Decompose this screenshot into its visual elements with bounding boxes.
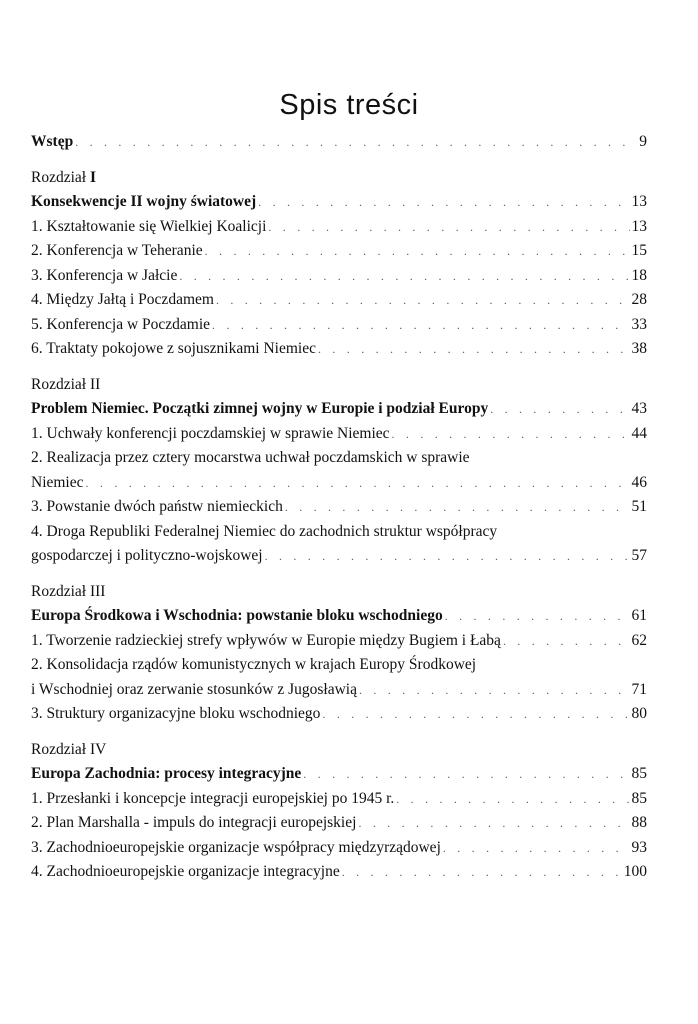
toc-entry-label: 6. Traktaty pokojowe z sojusznikami Niemiec (31, 340, 316, 357)
dot-leader (490, 397, 629, 422)
toc-entry-page: 15 (631, 242, 647, 259)
chapter-title: Konsekwencje II wojny światowej (31, 193, 257, 210)
toc-entry-line: 2. Realizacja przez cztery mocarstwa uchwał poczdamskich w sprawie (31, 449, 470, 466)
toc-entry-label: 1. Kształtowanie się Wielkiej Koalicji (31, 217, 267, 235)
chapter-word: Rozdział (31, 740, 87, 758)
toc-entry (31, 678, 647, 703)
toc-entry-page: 71 (631, 680, 647, 698)
toc-entry (31, 337, 647, 362)
toc-entry (31, 629, 647, 654)
page-title: Spis treści (279, 89, 419, 122)
chapter-number: I (89, 168, 97, 186)
dot-leader (318, 337, 630, 362)
toc-entry (31, 702, 647, 727)
chapter-title: Europa Środkowa i Wschodnia: powstanie bloku wschodniego (31, 607, 443, 624)
toc-entry-label: Wstęp (31, 133, 74, 150)
toc-entry-label: 1. Przesłanki i koncepcje integracji europejskiej po 1945 r. (31, 789, 395, 807)
chapter-title-entry (31, 190, 647, 215)
toc-entry (31, 288, 647, 313)
toc-entry-page: 62 (631, 631, 647, 649)
chapter-section (31, 738, 647, 885)
toc-entry (31, 215, 647, 240)
dot-leader (268, 215, 629, 240)
toc-entry-label: 3. Struktury organizacyjne bloku wschodniego (31, 705, 321, 722)
toc-entry (31, 239, 647, 264)
toc-entry-page: 9 (639, 133, 647, 150)
toc-entry (31, 264, 647, 289)
dot-leader (205, 239, 630, 264)
toc-entry-page: 88 (631, 814, 647, 831)
dot-leader (179, 264, 629, 289)
dot-leader (216, 288, 630, 313)
toc-entry-intro (31, 130, 647, 155)
toc-entry-page: 38 (631, 340, 647, 357)
dot-leader (265, 544, 630, 569)
toc-entry-page: 46 (631, 473, 647, 491)
toc-entry (31, 313, 647, 338)
chapter-label (31, 166, 647, 191)
dot-leader (392, 422, 630, 447)
toc-entry-label: 4. Między Jałtą i Poczdamem (31, 291, 214, 308)
toc-entry-page: 85 (631, 789, 647, 807)
toc-entry-label: Niemiec (31, 473, 84, 491)
dot-leader (359, 678, 630, 703)
chapter-title-entry (31, 762, 647, 787)
toc-entry-label: 2. Konferencja w Teheranie (31, 242, 203, 259)
chapter-number: III (89, 582, 106, 600)
chapter-section (31, 580, 647, 727)
toc-entry-multiline (31, 520, 647, 569)
dot-leader (285, 495, 630, 520)
chapter-title-entry (31, 604, 647, 629)
chapter-number: II (89, 375, 101, 393)
toc-entry-page: 13 (631, 193, 647, 210)
dot-leader (258, 190, 629, 215)
chapter-word: Rozdział (31, 168, 87, 186)
chapter-label (31, 373, 647, 398)
toc-entry-line: 4. Droga Republiki Federalnej Niemiec do zachodnich struktur współpracy (31, 522, 498, 540)
dot-leader (303, 762, 629, 787)
toc-entry-line: 2. Konsolidacja rządów komunistycznych w krajach Europy Środkowej (31, 656, 477, 673)
toc-entry-page: 100 (623, 863, 647, 880)
toc-entry-page: 61 (631, 607, 647, 624)
toc-entry-label: 4. Zachodnioeuropejskie organizacje integracyjne (31, 863, 340, 880)
dot-leader (322, 702, 629, 727)
chapter-number: IV (89, 740, 107, 758)
dot-leader (445, 604, 630, 629)
chapter-title: Europa Zachodnia: procesy integracyjne (31, 765, 302, 782)
toc-entry-label: i Wschodniej oraz zerwanie stosunków z Jugosławią (31, 680, 357, 698)
dot-leader (75, 130, 637, 155)
toc-entry-page: 43 (631, 400, 647, 417)
chapter-title-entry (31, 397, 647, 422)
chapter-section (31, 166, 647, 362)
toc-entry (31, 811, 647, 836)
toc-entry-page: 80 (631, 705, 647, 722)
toc-entry-page: 44 (631, 424, 647, 442)
toc-entry-label: 3. Zachodnioeuropejskie organizacje współpracy międzyrządowej (31, 838, 441, 856)
toc-entry-label: 5. Konferencja w Poczdamie (31, 315, 211, 333)
toc-entry-label: 1. Tworzenie radzieckiej strefy wpływów w Europie między Bugiem i Łabą (31, 631, 501, 649)
toc-entry-page: 93 (631, 838, 647, 856)
toc-entry-page: 18 (631, 266, 647, 284)
chapter-section (31, 373, 647, 569)
toc-entry-label: 1. Uchwały konferencji poczdamskiej w sprawie Niemiec (31, 424, 390, 442)
toc-entry-page: 33 (631, 315, 647, 333)
toc-entry (31, 860, 647, 885)
dot-leader (342, 860, 622, 885)
toc-entry-page: 57 (631, 547, 647, 564)
toc-entry-page: 28 (631, 291, 647, 308)
toc-entry (31, 495, 647, 520)
toc-entry-label: 3. Powstanie dwóch państw niemieckich (31, 498, 283, 515)
dot-leader (503, 629, 630, 654)
dot-leader (212, 313, 629, 338)
chapter-word: Rozdział (31, 375, 87, 393)
chapter-title: Problem Niemiec. Początki zimnej wojny w Europie i podział Europy (31, 400, 489, 417)
toc-entry (31, 471, 647, 496)
toc-entry (31, 422, 647, 447)
chapter-label (31, 580, 647, 605)
dot-leader (443, 836, 630, 861)
table-of-contents (31, 130, 647, 885)
toc-entry (31, 836, 647, 861)
toc-entry-label: gospodarczej i polityczno-wojskowej (31, 547, 263, 564)
toc-entry-page: 51 (631, 498, 647, 515)
dot-leader (396, 787, 629, 812)
chapter-word: Rozdział (31, 582, 87, 600)
toc-entry (31, 787, 647, 812)
toc-entry-page: 13 (631, 217, 647, 235)
toc-entry-multiline (31, 653, 647, 702)
dot-leader (86, 471, 630, 496)
toc-entry (31, 544, 647, 569)
toc-entry-page: 85 (631, 765, 647, 782)
toc-entry-multiline (31, 446, 647, 495)
dot-leader (358, 811, 629, 836)
toc-entry-label: 2. Plan Marshalla - impuls do integracji europejskiej (31, 814, 357, 831)
toc-entry-label: 3. Konferencja w Jałcie (31, 266, 178, 284)
chapter-label (31, 738, 647, 763)
